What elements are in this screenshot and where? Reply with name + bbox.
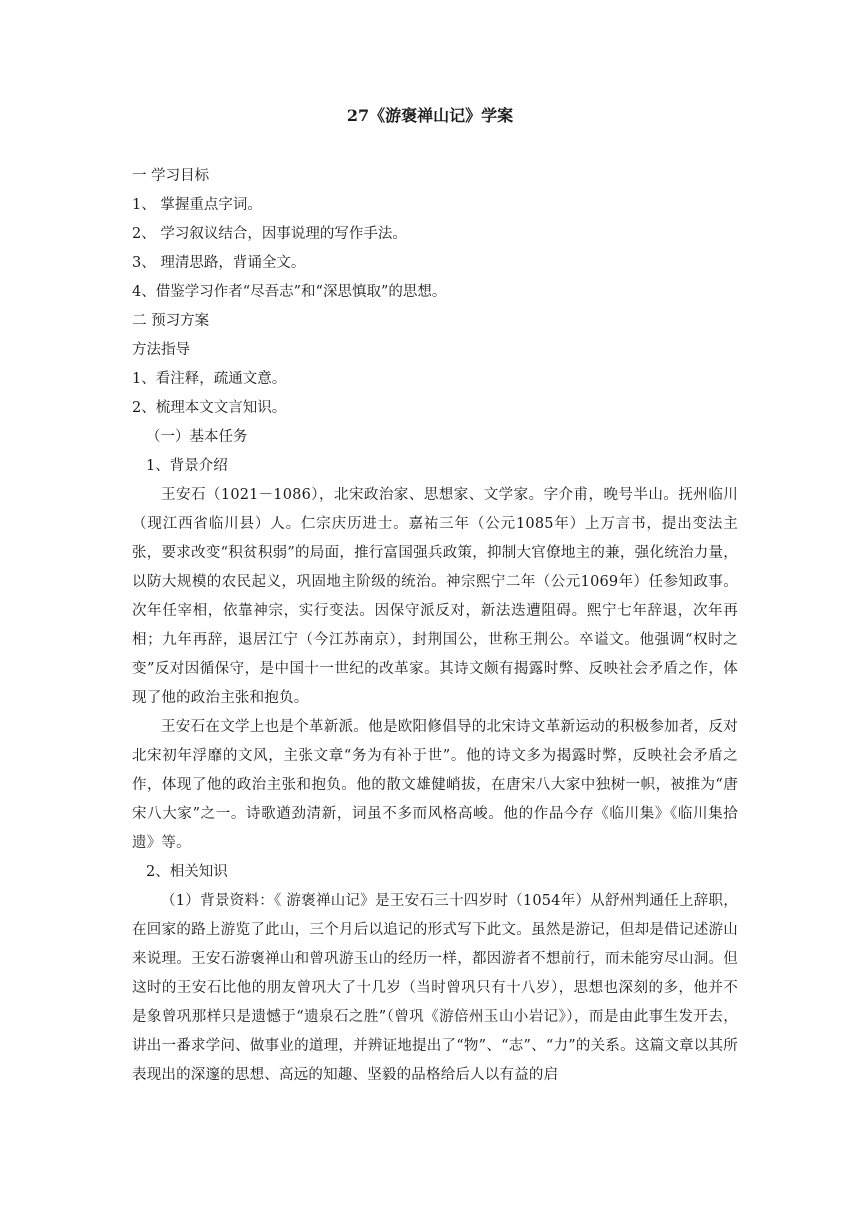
paragraph-biography: 王安石（1021－1086），北宋政治家、思想家、文学家。字介甫，晚号半山。抚州临川（现江西省临川县）人。仁宗庆历进士。嘉祐三年（公元1085年）上万言书，提出变法主张，要求改变“积贫积弱”的局面，推行富国强兵政策，抑制大官僚地主的兼，强化统治力量，以防大规模的农民起义，巩固地主阶级的统治。神宗熙宁二年（公元1069年）任参知政事。次年任宰相，依靠神宗，实行变法。因保守派反对，新法迭遭阻碍。熙宁七年辞退，次年再相；九年再辞，退居江宁（今江苏南京），封荆国公，世称王荆公。卒谥文。他强调“权时之变”反对因循保守，是中国十一世纪的改革家。其诗文颇有揭露时弊、反映社会矛盾之作，体现了他的政治主张和抱负。	[132, 487, 738, 706]
background-heading: 1、背景介绍	[146, 458, 228, 474]
method-heading: 方法指导	[132, 342, 190, 358]
objective-item: 2、 学习叙议结合，因事说理的写作手法。	[132, 226, 407, 242]
document-title: 27《游褒禅山记》学案	[346, 106, 514, 125]
paragraph-literature: 王安石在文学上也是个革新派。他是欧阳修倡导的北宋诗文革新运动的积极参加者，反对北宋初年浮靡的文风，主张文章“务为有补于世”。他的诗文多为揭露时弊，反映社会矛盾之作，体现了他的政治主张和抱负。他的散文雄健峭拔，在唐宋八大家中独树一帜，被推为“唐宋八大家”之一。诗歌遒劲清新，词虽不多而风格高峻。他的作品今存《临川集》《临川集拾遗》等。	[132, 719, 738, 851]
related-knowledge-heading: 2、相关知识	[146, 864, 228, 880]
objective-item: 1、 掌握重点字词。	[132, 197, 262, 213]
document-body	[132, 162, 738, 1090]
section-heading-objectives: 一 学习目标	[132, 168, 210, 184]
section-heading-preview: 二 预习方案	[132, 313, 210, 329]
objective-item: 4、借鉴学习作者“尽吾志”和“深思慎取”的思想。	[132, 284, 447, 300]
method-item: 1、看注释，疏通文意。	[132, 371, 287, 387]
basic-task-heading: （一）基本任务	[146, 429, 248, 445]
method-item: 2、梳理本文文言知识。	[132, 400, 287, 416]
objective-item: 3、 理清思路，背诵全文。	[132, 255, 306, 271]
paragraph-background-material: （1）背景资料：《 游褒禅山记》是王安石三十四岁时（1054年）从舒州判通任上辞职，在回家的路上游览了此山，三个月后以追记的形式写下此文。虽然是游记，但却是借记述游山来说理。王安石游褒禅山和曾巩游玉山的经历一样，都因游者不想前行，而未能穷尽山洞。但这时的王安石比他的朋友曾巩大了十几岁（当时曾巩只有十八岁），思想也深刻的多，他并不是象曾巩那样只是遗憾于“遗泉石之胜”（曾巩《游倍州玉山小岩记》），而是由此事生发开去，讲出一番求学问、做事业的道理，并辨证地提出了“物”、“志”、“力”的关系。这篇文章以其所表现出的深邃的思想、高远的知趣、坚毅的品格给后人以有益的启	[132, 893, 738, 1083]
